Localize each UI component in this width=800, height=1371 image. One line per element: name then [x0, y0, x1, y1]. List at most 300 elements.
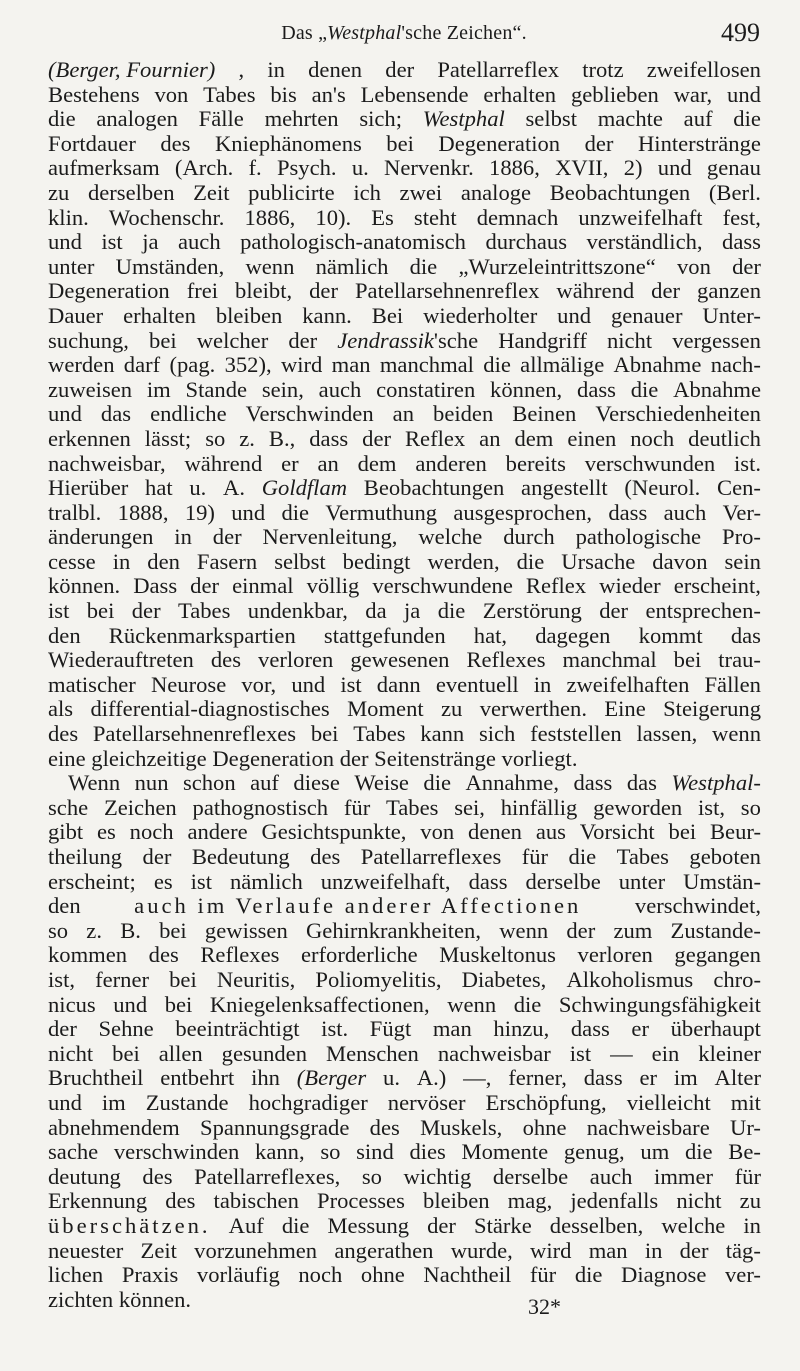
word: Gesichtspunkte, — [261, 819, 407, 845]
word: anderen — [415, 450, 487, 476]
word: nun — [134, 770, 169, 796]
text-line — [48, 181, 761, 206]
word: an — [317, 450, 339, 476]
word: sind — [356, 1139, 394, 1165]
word: hinfällig — [500, 794, 578, 820]
word: B. — [120, 917, 141, 943]
word: Reflex — [525, 573, 587, 599]
word: derselben — [87, 179, 175, 205]
word: Rückenmarkspartien — [108, 622, 296, 648]
word: man — [331, 352, 371, 378]
word: pathologische — [575, 524, 702, 550]
word: nämlich — [229, 868, 303, 894]
word: demnach — [476, 204, 559, 230]
word: man — [588, 1237, 628, 1263]
word: des — [160, 130, 191, 156]
word: vorzunehmen — [194, 1237, 318, 1263]
word: als — [48, 696, 74, 722]
word: suchung, — [48, 327, 129, 353]
word: sache — [48, 1139, 99, 1165]
word: an — [392, 401, 414, 427]
word: nach- — [710, 352, 761, 378]
header-title-suffix: 'sche Zeichen“. — [401, 22, 527, 44]
text-line — [48, 83, 761, 108]
text-line — [48, 1017, 761, 1042]
word: bei — [164, 991, 193, 1017]
word: trau- — [718, 647, 761, 673]
word: nicht — [606, 327, 653, 353]
word: jedenfalls — [570, 1188, 659, 1214]
text-line — [48, 1239, 761, 1264]
word: eine gleichzeitige Degeneration der Seitenstränge vorliegt. — [48, 745, 578, 771]
word: bei — [673, 647, 702, 673]
word: auch — [177, 229, 221, 255]
text-line — [48, 968, 761, 993]
word: Zeit — [193, 179, 230, 205]
word: hochgradiger — [248, 1089, 368, 1115]
word: Westphal- — [671, 770, 761, 796]
word: es — [153, 868, 173, 894]
word: der — [732, 253, 761, 279]
word: dann — [376, 671, 421, 697]
word: den — [48, 622, 81, 648]
word: bei — [386, 130, 414, 156]
word: bedingt — [342, 548, 411, 574]
signature-mark: 32* — [528, 1294, 561, 1319]
word: das — [100, 401, 132, 427]
word: Beobachtungen — [363, 475, 505, 501]
text-line — [48, 1263, 761, 1288]
text-line — [48, 870, 761, 895]
word: Psych. — [276, 155, 337, 181]
word: Goldflam — [261, 475, 348, 501]
word: sche — [48, 794, 89, 820]
word: erscheint; — [48, 868, 136, 894]
word: mehrten — [264, 106, 339, 132]
word: die — [574, 1262, 603, 1288]
word: die — [48, 106, 76, 132]
word: entsprechen- — [645, 598, 761, 624]
word: Beinen — [512, 401, 577, 427]
word: lassen, — [636, 721, 698, 747]
word: verloren — [577, 942, 653, 968]
word: selbst — [525, 106, 577, 132]
word: immer — [654, 1163, 714, 1189]
word: Tabes — [616, 844, 669, 869]
word: allen — [158, 1040, 203, 1066]
text-line — [48, 722, 761, 747]
word: unzweifelhaft, — [320, 868, 451, 894]
word: Neurose — [150, 671, 227, 697]
word: Tabes — [178, 598, 231, 624]
word: ja — [403, 598, 421, 624]
text-line — [48, 1288, 761, 1313]
word: so — [205, 425, 226, 451]
word: (Berger — [296, 1065, 367, 1091]
word: Muskeltonus — [439, 942, 556, 968]
word: derselbe — [525, 868, 601, 894]
word: Nachtheil — [423, 1262, 512, 1288]
word: ist — [48, 598, 70, 624]
word: können, — [490, 376, 563, 402]
word: war, — [673, 81, 713, 107]
word: Reflex — [404, 425, 466, 451]
word: bereits — [505, 450, 566, 476]
word: man — [432, 1016, 472, 1042]
word: die — [423, 770, 452, 796]
word: erforderliche — [300, 942, 418, 968]
word: kommt — [638, 622, 703, 648]
word: für — [529, 1262, 557, 1288]
text-line — [48, 353, 761, 378]
text-line — [48, 1066, 761, 1091]
word: nachweisbare — [586, 1114, 710, 1140]
word: der — [679, 1237, 709, 1263]
word: zweifellosen — [646, 57, 761, 82]
word: in — [174, 524, 192, 550]
text-line — [48, 1042, 761, 1067]
word: den — [48, 893, 81, 919]
word: des — [48, 721, 79, 747]
word: überhaupt — [670, 1016, 761, 1042]
word: auch im Verlaufe anderer Affectionen — [134, 893, 582, 919]
word: nämlich — [315, 253, 389, 279]
word: tralbl. — [48, 499, 102, 525]
word: von — [154, 81, 189, 107]
text-line — [48, 574, 761, 599]
word: unter — [618, 868, 666, 894]
body-text — [48, 58, 761, 1312]
word: Praxis — [121, 1262, 179, 1288]
word: Steigerung — [663, 696, 761, 722]
word: die — [516, 548, 545, 574]
word: welcher — [196, 327, 269, 353]
word: Wiederauftreten — [48, 647, 194, 673]
word: selbst — [274, 548, 326, 574]
word: zum — [613, 917, 653, 943]
word: Processes — [317, 1188, 405, 1214]
word: und — [48, 1089, 82, 1115]
word: durchaus — [485, 229, 568, 255]
word: nicht — [676, 1188, 722, 1214]
word: 1886, — [244, 204, 296, 230]
text-line — [48, 943, 761, 968]
word: Hinterstränge — [637, 130, 761, 156]
word: Fasern — [196, 548, 258, 574]
word: und — [48, 229, 82, 255]
text-line — [48, 1091, 761, 1116]
word: A.) — [416, 1065, 447, 1091]
word: bei — [668, 819, 697, 845]
word: das — [626, 770, 657, 796]
text-line — [48, 1189, 761, 1214]
word: Momente — [461, 1139, 549, 1165]
word: Alkoholismus — [566, 966, 694, 992]
word: wenn — [447, 991, 497, 1017]
word: der — [385, 57, 415, 82]
text-line — [48, 132, 761, 157]
word: 1886, — [489, 155, 540, 181]
word: (pag. — [169, 352, 216, 378]
word: analogen — [96, 106, 178, 132]
word: bei — [149, 327, 177, 353]
word: wird — [530, 1237, 572, 1263]
word: Beur- — [709, 819, 761, 845]
word: dagegen — [535, 622, 611, 648]
word: im — [673, 1065, 698, 1091]
word: bleiben — [215, 302, 283, 328]
word: Patellarsehnenreflexes — [92, 721, 297, 747]
word: Alter — [714, 1065, 761, 1091]
word: deutung — [48, 1163, 121, 1189]
word: B., — [268, 425, 296, 451]
text-line — [48, 304, 761, 329]
word: der — [212, 524, 242, 550]
word: er — [281, 450, 299, 476]
word: Fällen — [704, 671, 761, 697]
word: kleiner — [698, 1040, 761, 1066]
word: dass — [583, 1065, 623, 1091]
word: des — [310, 844, 341, 869]
word: auf — [250, 770, 279, 796]
word: (Arch. — [174, 155, 234, 181]
word: stattgefunden — [323, 622, 446, 648]
word: fest, — [722, 204, 761, 230]
word: zuweisen — [48, 376, 133, 402]
word: ist, — [698, 794, 725, 820]
word: publicirte — [248, 179, 335, 205]
word: davon — [652, 548, 708, 574]
word: an — [479, 425, 501, 451]
word: Hierüber — [48, 475, 129, 501]
word: hat, — [473, 622, 508, 648]
word: änderungen — [48, 524, 154, 550]
word: welche — [418, 524, 483, 550]
word: Poliomyelitis, — [315, 966, 442, 992]
word: Wochenschr. — [108, 204, 225, 230]
word: aufmerksam — [48, 155, 160, 181]
word: Gehirnkrankheiten, — [305, 917, 482, 943]
word: 19) — [184, 499, 215, 525]
word: gegangen — [674, 942, 761, 968]
word: —, — [463, 1065, 492, 1091]
word: Tabes — [353, 721, 406, 747]
word: des — [148, 942, 179, 968]
word: verschwindet, — [634, 893, 761, 919]
text-line — [48, 329, 761, 354]
word: unter — [48, 253, 95, 279]
text-line — [48, 697, 761, 722]
word: eventuell — [435, 671, 519, 697]
word: Zustande — [145, 1089, 229, 1115]
word: differential-diagnostisches — [90, 696, 330, 722]
text-line — [48, 452, 761, 477]
word: Zustande- — [670, 917, 761, 943]
word: und — [657, 155, 692, 181]
word: von — [420, 819, 455, 845]
word: verschwunden — [584, 450, 716, 476]
word: wiederholter — [423, 302, 538, 328]
word: Fortdauer — [48, 130, 136, 156]
word: ferner, — [508, 1065, 567, 1091]
word: chro- — [713, 966, 761, 992]
word: desselben, — [549, 1212, 644, 1238]
word: dass — [309, 425, 349, 451]
word: ich — [353, 179, 381, 205]
word: werden, — [427, 548, 500, 574]
word: Muskels, — [420, 1114, 503, 1140]
word: geboten — [689, 844, 761, 869]
page-number: 499 — [721, 18, 760, 47]
word: ja — [142, 229, 159, 255]
word: wenn — [245, 253, 295, 279]
word: verschwundene — [372, 573, 513, 599]
word: verständlich, — [586, 229, 703, 255]
word: diese — [293, 770, 340, 796]
word: nicht — [48, 1040, 94, 1066]
word: erscheint, — [673, 573, 761, 599]
word: 352), — [224, 352, 272, 378]
word: Kniegelenksaffectionen, — [209, 991, 430, 1017]
text-line — [48, 747, 761, 772]
word: Degeneration — [438, 130, 561, 156]
word: wieder — [599, 573, 661, 599]
word: einen — [567, 425, 617, 451]
word: im — [101, 1089, 126, 1115]
word: der — [48, 1016, 77, 1042]
word: der — [584, 130, 614, 156]
word: so — [320, 1139, 341, 1165]
word: der — [651, 278, 681, 304]
word: des — [369, 1114, 400, 1140]
word: der — [131, 598, 161, 624]
word: matischer — [48, 671, 136, 697]
word: zu — [441, 696, 463, 722]
word: ein — [651, 1040, 680, 1066]
word: ferner — [95, 966, 150, 992]
word: zu — [739, 1188, 761, 1214]
word: Nervenkr. — [384, 155, 474, 181]
word: in — [267, 57, 285, 82]
word: sich — [478, 721, 516, 747]
word: lichen — [48, 1262, 104, 1288]
text-line — [48, 673, 761, 698]
word: Weise — [354, 770, 409, 796]
word: durch — [503, 524, 555, 550]
text-line — [48, 919, 761, 944]
word: Abnahme — [673, 376, 761, 402]
word: so — [48, 917, 69, 943]
word: sei, — [454, 794, 485, 820]
word: so — [361, 1163, 382, 1189]
word: für — [521, 844, 549, 869]
word: bei — [169, 966, 197, 992]
word: auch — [589, 1163, 633, 1189]
word: Schwingungsfähigkeit — [558, 991, 761, 1017]
word: die — [684, 1139, 713, 1165]
word: undenkbar, — [247, 598, 348, 624]
word: Jendrassik'sche — [337, 327, 479, 353]
word: die — [483, 352, 511, 378]
word: auf — [683, 106, 713, 132]
word: schon — [182, 770, 236, 796]
word: manchmal — [379, 352, 474, 378]
word: dass — [608, 499, 648, 525]
word: Beobachtungen — [549, 179, 691, 205]
word: des — [165, 1188, 196, 1214]
word: neuester — [48, 1237, 124, 1263]
word: ohne — [360, 1262, 405, 1288]
word: verloren — [258, 647, 334, 673]
text-line — [48, 1140, 761, 1165]
word: steht — [413, 204, 457, 230]
word: A. — [223, 475, 245, 501]
word: Diabetes, — [461, 966, 547, 992]
text-line — [48, 230, 761, 255]
word: in — [112, 548, 131, 574]
word: deutlich — [688, 425, 761, 451]
word: sich; — [359, 106, 403, 132]
text-line — [48, 501, 761, 526]
word: sein — [724, 548, 761, 574]
word: (Neurol. — [624, 475, 701, 501]
word: Lebensende — [360, 81, 469, 107]
word: nachweisbar, — [48, 450, 166, 476]
word: Handgriff — [498, 327, 587, 353]
word: der — [427, 1212, 456, 1238]
word: genauer — [610, 302, 683, 328]
word: gewesenen — [350, 647, 450, 673]
word-suffix: 'sche — [433, 327, 479, 353]
word: während — [556, 278, 635, 304]
word: kommen — [48, 942, 128, 968]
word: in — [533, 671, 552, 697]
word: da — [365, 598, 387, 624]
word: u. — [383, 1065, 400, 1091]
word: ohne — [522, 1114, 567, 1140]
word: dass — [573, 770, 613, 796]
word: ausgesprochen, — [453, 499, 593, 525]
word: angestellt — [521, 475, 608, 501]
text-line — [48, 378, 761, 403]
word: der — [288, 327, 318, 353]
word: gesunden — [221, 1040, 308, 1066]
word: Fügt — [369, 1016, 412, 1042]
word: theilung — [48, 844, 123, 869]
word: vergessen — [672, 327, 761, 353]
word: Unter- — [702, 302, 761, 328]
word: bleiben — [423, 1188, 490, 1214]
text-line — [48, 894, 761, 919]
word: lässt; — [144, 425, 192, 451]
word: täg- — [725, 1237, 761, 1263]
word: Bruchtheil — [48, 1065, 144, 1091]
word: der — [309, 278, 338, 304]
word: endliche — [150, 401, 227, 427]
word: ist — [101, 229, 123, 255]
word: Sehne — [98, 1016, 154, 1042]
word: dies — [409, 1139, 446, 1165]
word: denen — [308, 57, 363, 82]
word: ganzen — [697, 278, 761, 304]
word: vor, — [241, 671, 277, 697]
word: ist. — [321, 1016, 349, 1042]
word: und — [291, 671, 326, 697]
word: Vorsicht — [579, 819, 655, 845]
word: andere — [187, 819, 248, 845]
word: u. — [351, 155, 369, 181]
word: aus — [535, 819, 566, 845]
